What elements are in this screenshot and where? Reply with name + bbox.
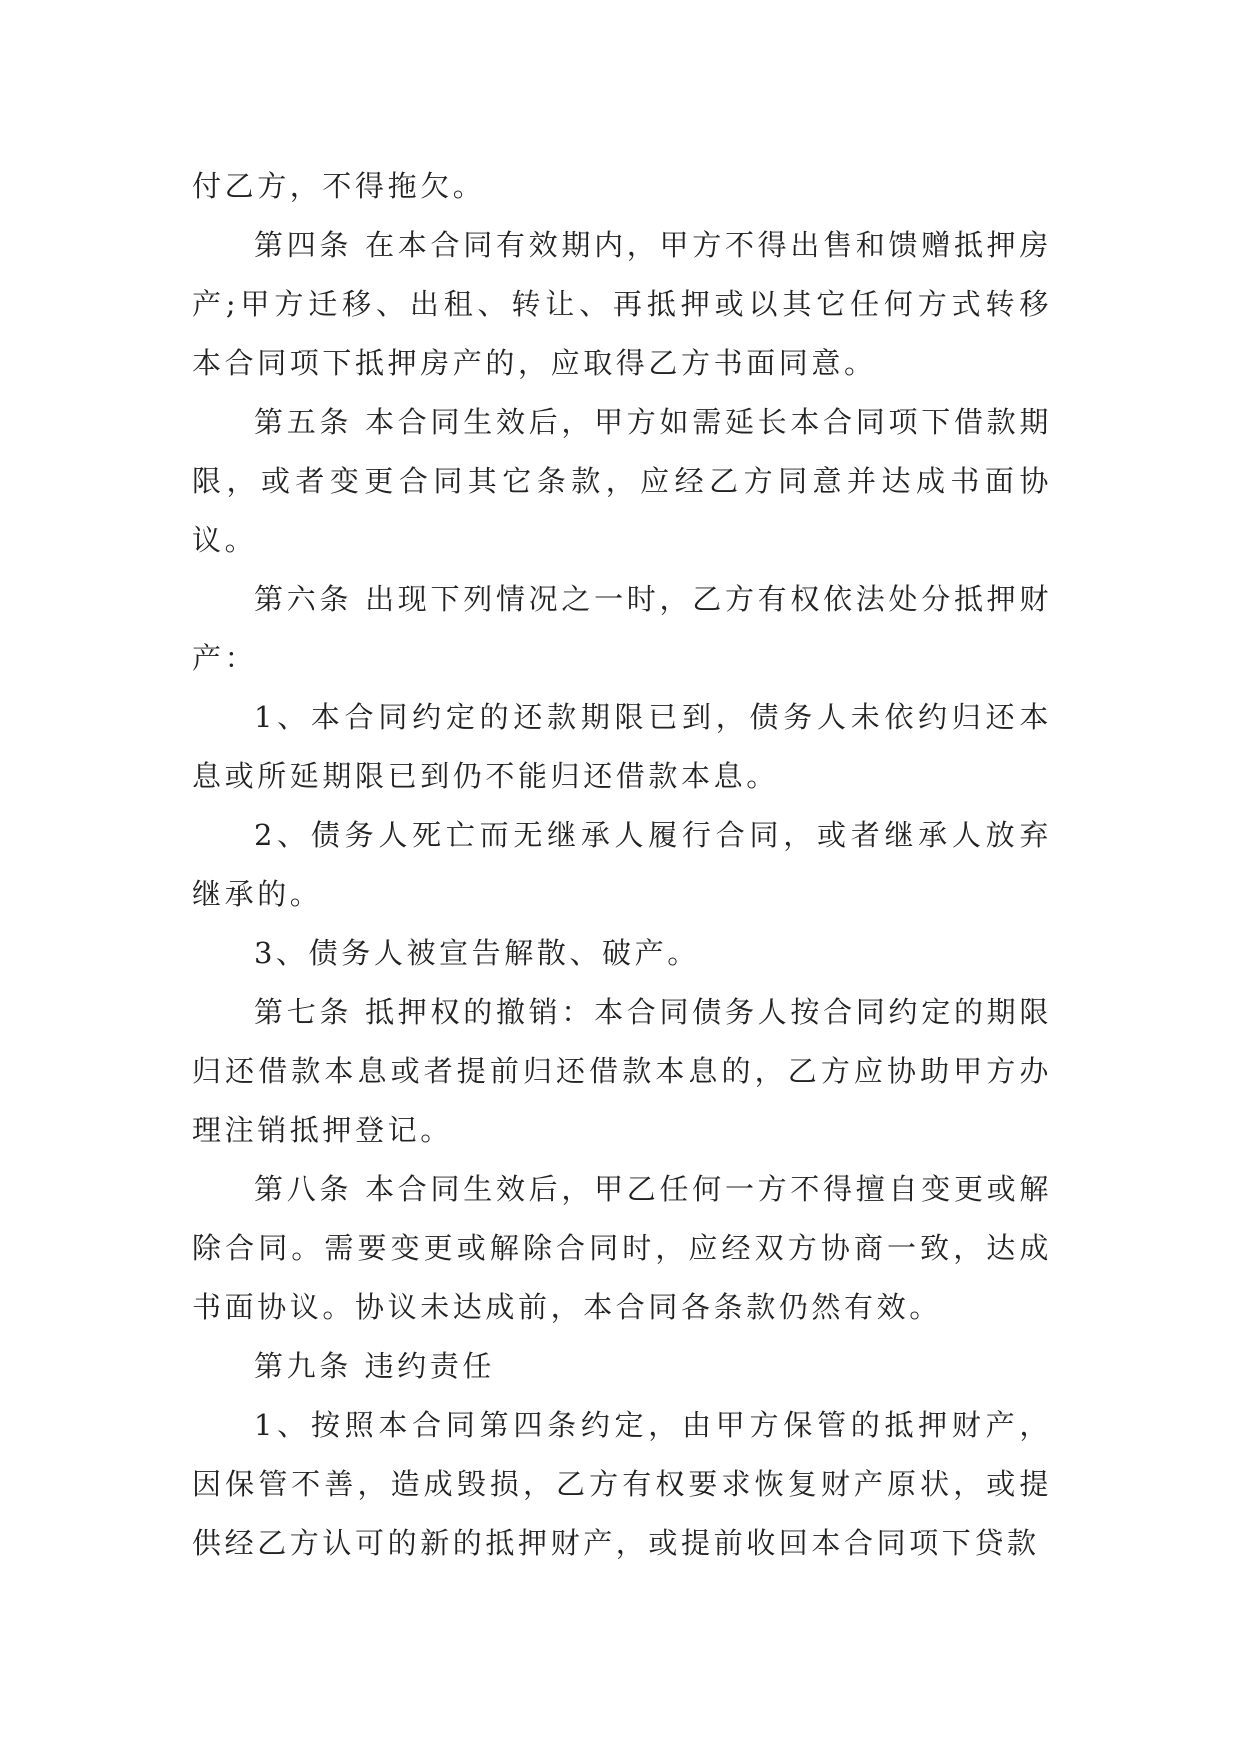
document-body [192, 157, 1052, 1573]
paragraph-article-5: 第五条 本合同生效后，甲方如需延长本合同项下借款期限，或者变更合同其它条款，应经乙方同意并达成书面协议。 [192, 405, 1052, 557]
paragraph-article-4: 第四条 在本合同有效期内，甲方不得出售和馈赠抵押房产;甲方迁移、出租、转让、再抵押或以其它任何方式转移本合同项下抵押房产的，应取得乙方书面同意。 [192, 228, 1052, 380]
paragraph-article-6-item-3: 3、债务人被宣告解散、破产。 [254, 936, 700, 970]
paragraph-article-6-item-1: 1、本合同约定的还款期限已到，债务人未依约归还本息或所延期限已到仍不能归还借款本息。 [192, 700, 1052, 793]
paragraph-article-8: 第八条 本合同生效后，甲乙任何一方不得擅自变更或解除合同。需要变更或解除合同时，应经双方协商一致，达成书面协议。协议未达成前，本合同各条款仍然有效。 [192, 1172, 1052, 1324]
paragraph-article-6: 第六条 出现下列情况之一时，乙方有权依法处分抵押财产： [192, 582, 1052, 675]
paragraph-article-6-item-2: 2、债务人死亡而无继承人履行合同，或者继承人放弃继承的。 [192, 818, 1052, 911]
paragraph-article-9-heading: 第九条 违约责任 [254, 1349, 496, 1383]
paragraph-continuation: 付乙方，不得拖欠。 [192, 169, 486, 203]
paragraph-article-9-item-1: 1、按照本合同第四条约定，由甲方保管的抵押财产，因保管不善，造成毁损，乙方有权要求恢复财产原状，或提供经乙方认可的新的抵押财产，或提前收回本合同项下贷款 [192, 1408, 1052, 1560]
paragraph-article-7: 第七条 抵押权的撤销：本合同债务人按合同约定的期限归还借款本息或者提前归还借款本息的，乙方应协助甲方办理注销抵押登记。 [192, 995, 1052, 1147]
